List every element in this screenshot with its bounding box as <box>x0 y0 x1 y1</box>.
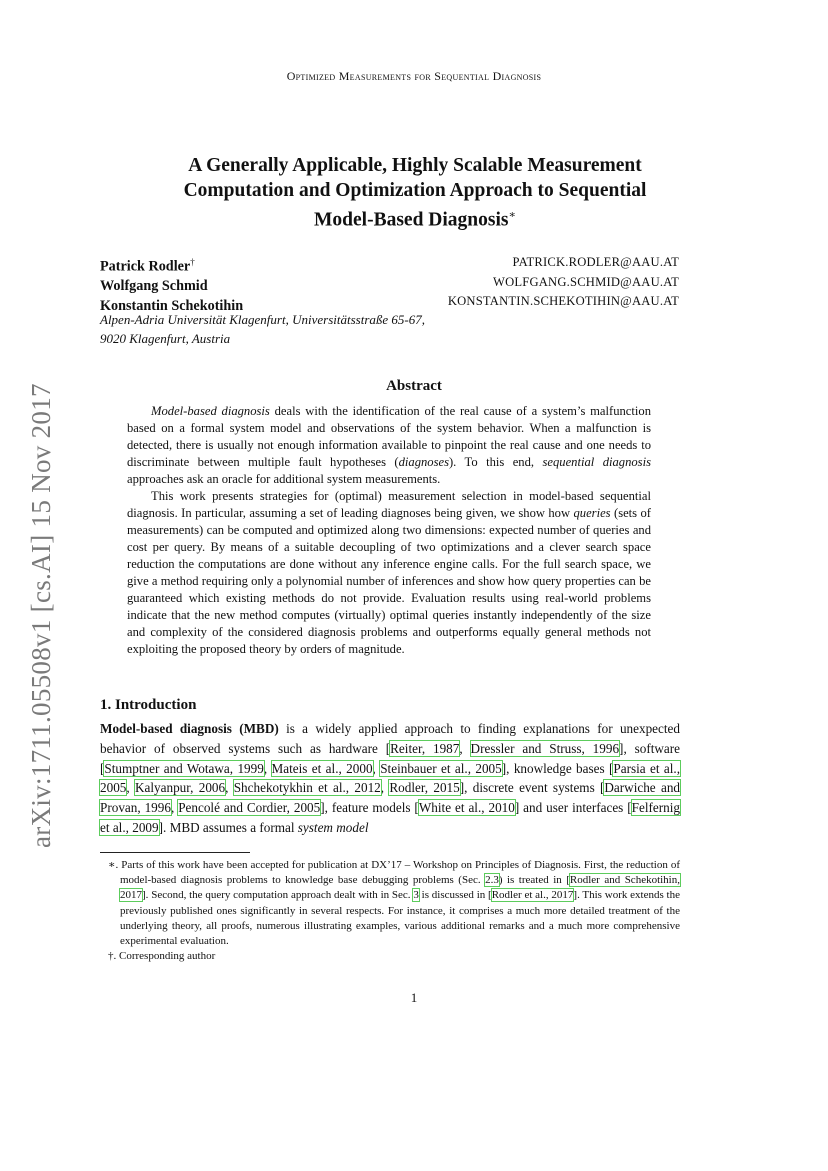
footnotes <box>100 858 680 964</box>
citation-link[interactable]: Rodler, 2015 <box>389 780 460 796</box>
paper-title <box>120 153 710 233</box>
section-ref-link[interactable]: 3 <box>413 889 419 902</box>
author-name: Patrick Rodler† <box>100 257 195 275</box>
citation-link[interactable]: Darwiche and Provan, 1996 <box>100 780 681 816</box>
section-heading: 1. Introduction <box>100 697 197 713</box>
title-line-2: Computation and Optimization Approach to Sequential <box>183 180 647 201</box>
citation-link[interactable]: Felfernig et al., 2009 <box>100 800 680 835</box>
author-list <box>100 253 243 316</box>
citation-link[interactable]: Pencolé and Cordier, 2005 <box>178 800 321 816</box>
intro-paragraph: Model-based diagnosis (MBD) is a widely applied approach to finding explanations for unexpected behavior of observed systems such as hardware [Reiter, 1987, Dressler and Struss, 1996], software [Stumptner and Wotawa, 1999, Mateis et al., 2000, Steinbauer et al., 2005], knowledge bases [Parsia et al., 2005, Kalyanpur, 2006, Shchekotykhin et al., 2012, Rodler, 2015], discrete event systems [Darwiche and Provan, 1996, Pencolé and Cordier, 2005], feature models [White et al., 2010] and user interfaces [Felfernig et al., 2009]. MBD assumes a formal system model <box>100 721 681 835</box>
author-name: Wolfgang Schmid <box>100 278 208 295</box>
abstract-heading: Abstract <box>386 378 442 394</box>
affiliation-line-1: Alpen-Adria Universität Klagenfurt, Universitätsstraße 65-67, <box>100 312 425 327</box>
citation-link[interactable]: Stumptner and Wotawa, 1999 <box>104 760 264 776</box>
author-email[interactable]: WOLFGANG.SCHMID@AAU.AT <box>492 274 679 289</box>
page-number: 1 <box>410 990 418 1005</box>
citation-link[interactable]: Reiter, 1987 <box>390 740 460 756</box>
introduction-body <box>100 719 680 838</box>
citation-link[interactable]: Kalyanpur, 2006 <box>134 780 226 796</box>
citation-link[interactable]: Rodler and Schekotihin, 2017 <box>120 874 680 902</box>
abstract-paragraph-1: Model-based diagnosis deals with the identification of the real cause of a system’s malfunction based on a formal system model and observations of the system behavior. When a malfunction is detected, there is usually not enough information available to pinpoint the real cause and one needs to discriminate between multiple fault hypotheses (diagnoses). To this end, sequential diagnosis approaches ask an oracle for additional system measurements. <box>127 404 651 486</box>
footnote: ∗. Parts of this work have been accepted for publication at DX’17 – Workshop on Principles of Diagnosis. First, the reduction of model-based diagnosis problems to knowledge base debugging problems (Sec. 2.3) is treated in [Rodler and Schekotihin, 2017]. Second, the query computation approach dealt with in Sec. 3 is discussed in [Rodler et al., 2017]. This work extends the previously published ones significantly in several respects. For instance, it comprises a much more detailed treatment of the underlying theory, all proofs, numerous illustrating examples, various additional remarks and a much more comprehensive experimental evaluation. <box>108 859 680 948</box>
citation-link[interactable]: Steinbauer et al., 2005 <box>380 760 502 776</box>
footnote: †. Corresponding author <box>108 950 216 963</box>
author-email[interactable]: PATRICK.RODLER@AAU.AT <box>512 255 679 269</box>
citation-link[interactable]: Shchekotykhin et al., 2012 <box>233 780 381 796</box>
footnote-divider <box>100 852 250 853</box>
citation-link[interactable]: Parsia et al., 2005 <box>100 760 680 796</box>
title-line-3: Model-Based Diagnosis <box>314 209 509 231</box>
author-name: Konstantin Schekotihin <box>100 297 244 314</box>
running-head: Optimized Measurements for Sequential Diagnosis <box>286 69 542 83</box>
citation-link[interactable]: Mateis et al., 2000 <box>271 760 373 776</box>
citation-link[interactable]: Dressler and Struss, 1996 <box>470 740 620 756</box>
author-email[interactable]: KONSTANTIN.SCHEKOTIHIN@AAU.AT <box>447 294 679 308</box>
author-footnote-mark: † <box>190 257 195 267</box>
affiliation-line-2: 9020 Klagenfurt, Austria <box>100 330 231 346</box>
citation-link[interactable]: Rodler et al., 2017 <box>491 889 574 902</box>
abstract-paragraph-2: This work presents strategies for (optimal) measurement selection in model-based sequential diagnosis. In particular, assuming a set of leading diagnoses being given, we show how queries (sets of measurements) can be computed and optimized along two dimensions: expected number of queries and cost per query. By means of a suitable decoupling of two optimizations and a clever search space reduction the computations are done without any inference engine calls. For the full search space, we give a method requiring only a polynomial number of inferences and show how query properties can be guaranteed which existing methods do not provide. Evaluation results using real-world problems indicate that the new method computes (virtually) optimal queries instantly independently of the size and complexity of the considered diagnosis problems and outperforms equally general methods not exploiting the proposed theory by orders of magnitude. <box>127 489 652 656</box>
title-line-1: A Generally Applicable, Highly Scalable Measurement <box>188 155 642 176</box>
citation-link[interactable]: White et al., 2010 <box>418 800 515 816</box>
author-emails <box>448 253 679 312</box>
arxiv-stamp: arXiv:1711.05508v1 [cs.AI] 15 Nov 2017 <box>26 383 56 848</box>
affiliation <box>100 311 425 348</box>
abstract-body <box>127 403 651 658</box>
title-footnote-mark: ∗ <box>508 209 516 221</box>
section-ref-link[interactable]: 2.3 <box>485 874 499 887</box>
